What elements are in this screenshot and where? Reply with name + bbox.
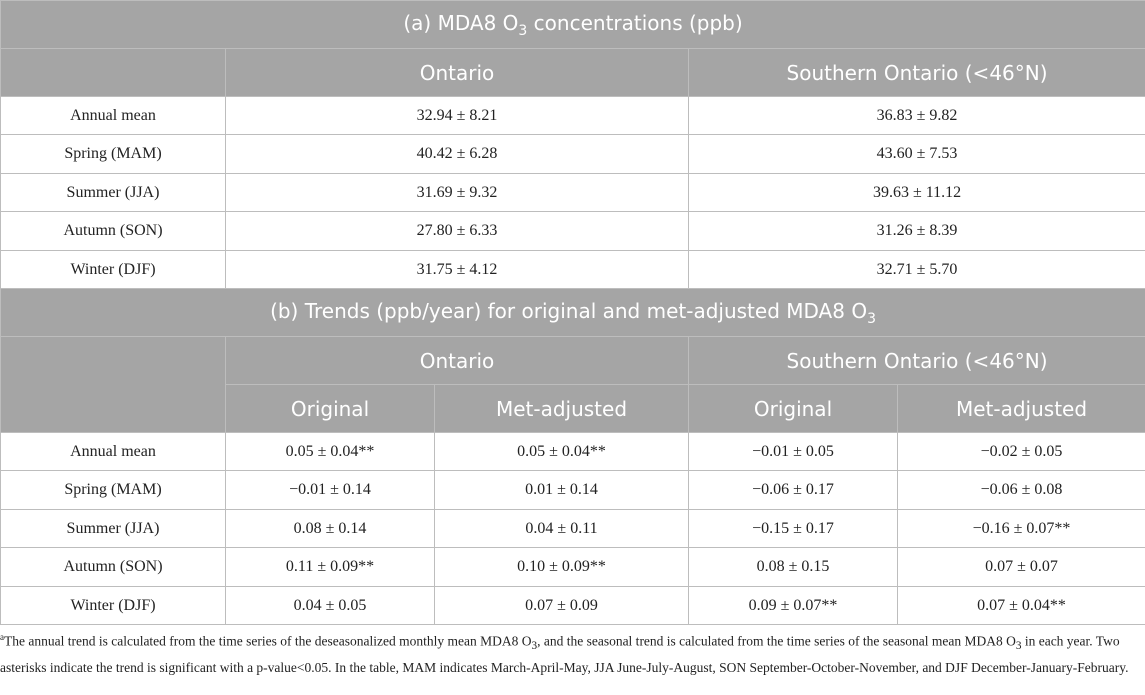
header-ontario: Ontario (226, 337, 689, 385)
row-label: Summer (JJA) (1, 510, 226, 548)
southern-ontario-value: 43.60 ± 7.53 (689, 135, 1145, 174)
section-b-header-row (1, 337, 1145, 385)
row-label: Winter (DJF) (1, 587, 226, 625)
table-row (1, 212, 1145, 251)
ontario-met-adjusted-value: 0.10 ± 0.09** (435, 548, 689, 587)
southern-original-value: −0.01 ± 0.05 (689, 433, 898, 471)
southern-original-value: −0.15 ± 0.17 (689, 510, 898, 548)
section-a-title: (a) MDA8 $O_3$ concentrations (ppb) (1, 1, 1145, 49)
ontario-value: 32.94 ± 8.21 (226, 97, 689, 135)
ontario-original-value: 0.08 ± 0.14 (226, 510, 435, 548)
southern-met-adjusted-value: 0.07 ± 0.07 (898, 548, 1145, 587)
header-empty-cell (1, 337, 226, 433)
footnote: $^a$The annual trend is calculated from the time series of the deseasonalized monthly mean MDA8 $O_3$, and the seasonal trend is calculated from the time series of the seasonal mean MDA8 $O_3$ in each year. Two asterisks indicate the trend is significant with a p-value<0.05. In the table, MAM indicates March-April-May, JJA June-July-August, SON September-October-November, and DJF December-January-February. (0, 632, 1129, 676)
southern-original-value: 0.09 ± 0.07** (689, 587, 898, 625)
southern-met-adjusted-value: −0.16 ± 0.07** (898, 510, 1145, 548)
ontario-value: 31.69 ± 9.32 (226, 174, 689, 212)
southern-ontario-value: 31.26 ± 8.39 (689, 212, 1145, 251)
section-b-title-row (1, 289, 1145, 337)
table-row (1, 251, 1145, 289)
header-ontario: Ontario (226, 49, 689, 97)
southern-ontario-value: 32.71 ± 5.70 (689, 251, 1145, 289)
row-label: Spring (MAM) (1, 135, 226, 174)
table-row (1, 510, 1145, 548)
southern-original-value: 0.08 ± 0.15 (689, 548, 898, 587)
table-row (1, 433, 1145, 471)
table-row (1, 135, 1145, 174)
ontario-original-value: 0.04 ± 0.05 (226, 587, 435, 625)
row-label: Winter (DJF) (1, 251, 226, 289)
subheader-southern-met-adjusted: Met-adjusted (898, 385, 1145, 433)
row-label: Annual mean (1, 433, 226, 471)
subheader-ontario-met-adjusted: Met-adjusted (435, 385, 689, 433)
section-a-title-row (1, 1, 1145, 49)
ontario-value: 27.80 ± 6.33 (226, 212, 689, 251)
table-row (1, 471, 1145, 510)
ontario-met-adjusted-value: 0.01 ± 0.14 (435, 471, 689, 510)
header-southern-ontario: Southern Ontario (<46°N) (689, 49, 1145, 97)
subheader-southern-original: Original (689, 385, 898, 433)
table-row (1, 97, 1145, 135)
southern-met-adjusted-value: −0.06 ± 0.08 (898, 471, 1145, 510)
subheader-ontario-original: Original (226, 385, 435, 433)
southern-ontario-value: 39.63 ± 11.12 (689, 174, 1145, 212)
ontario-original-value: −0.01 ± 0.14 (226, 471, 435, 510)
table-row (1, 174, 1145, 212)
southern-ontario-value: 36.83 ± 9.82 (689, 97, 1145, 135)
section-a-header-row (1, 49, 1145, 97)
row-label: Spring (MAM) (1, 471, 226, 510)
ontario-met-adjusted-value: 0.04 ± 0.11 (435, 510, 689, 548)
ontario-met-adjusted-value: 0.07 ± 0.09 (435, 587, 689, 625)
table-row (1, 548, 1145, 587)
ontario-original-value: 0.11 ± 0.09** (226, 548, 435, 587)
footnote-marker: a (0, 632, 4, 642)
ontario-value: 31.75 ± 4.12 (226, 251, 689, 289)
row-label: Summer (JJA) (1, 174, 226, 212)
header-empty-cell (1, 49, 226, 97)
ontario-met-adjusted-value: 0.05 ± 0.04** (435, 433, 689, 471)
row-label: Autumn (SON) (1, 212, 226, 251)
row-label: Annual mean (1, 97, 226, 135)
section-b-title: (b) Trends (ppb/year) for original and met-adjusted MDA8 $O_3$ (1, 289, 1145, 337)
southern-met-adjusted-value: 0.07 ± 0.04** (898, 587, 1145, 625)
southern-original-value: −0.06 ± 0.17 (689, 471, 898, 510)
ontario-original-value: 0.05 ± 0.04** (226, 433, 435, 471)
southern-met-adjusted-value: −0.02 ± 0.05 (898, 433, 1145, 471)
header-southern-ontario: Southern Ontario (<46°N) (689, 337, 1145, 385)
table-row (1, 587, 1145, 625)
row-label: Autumn (SON) (1, 548, 226, 587)
ontario-value: 40.42 ± 6.28 (226, 135, 689, 174)
